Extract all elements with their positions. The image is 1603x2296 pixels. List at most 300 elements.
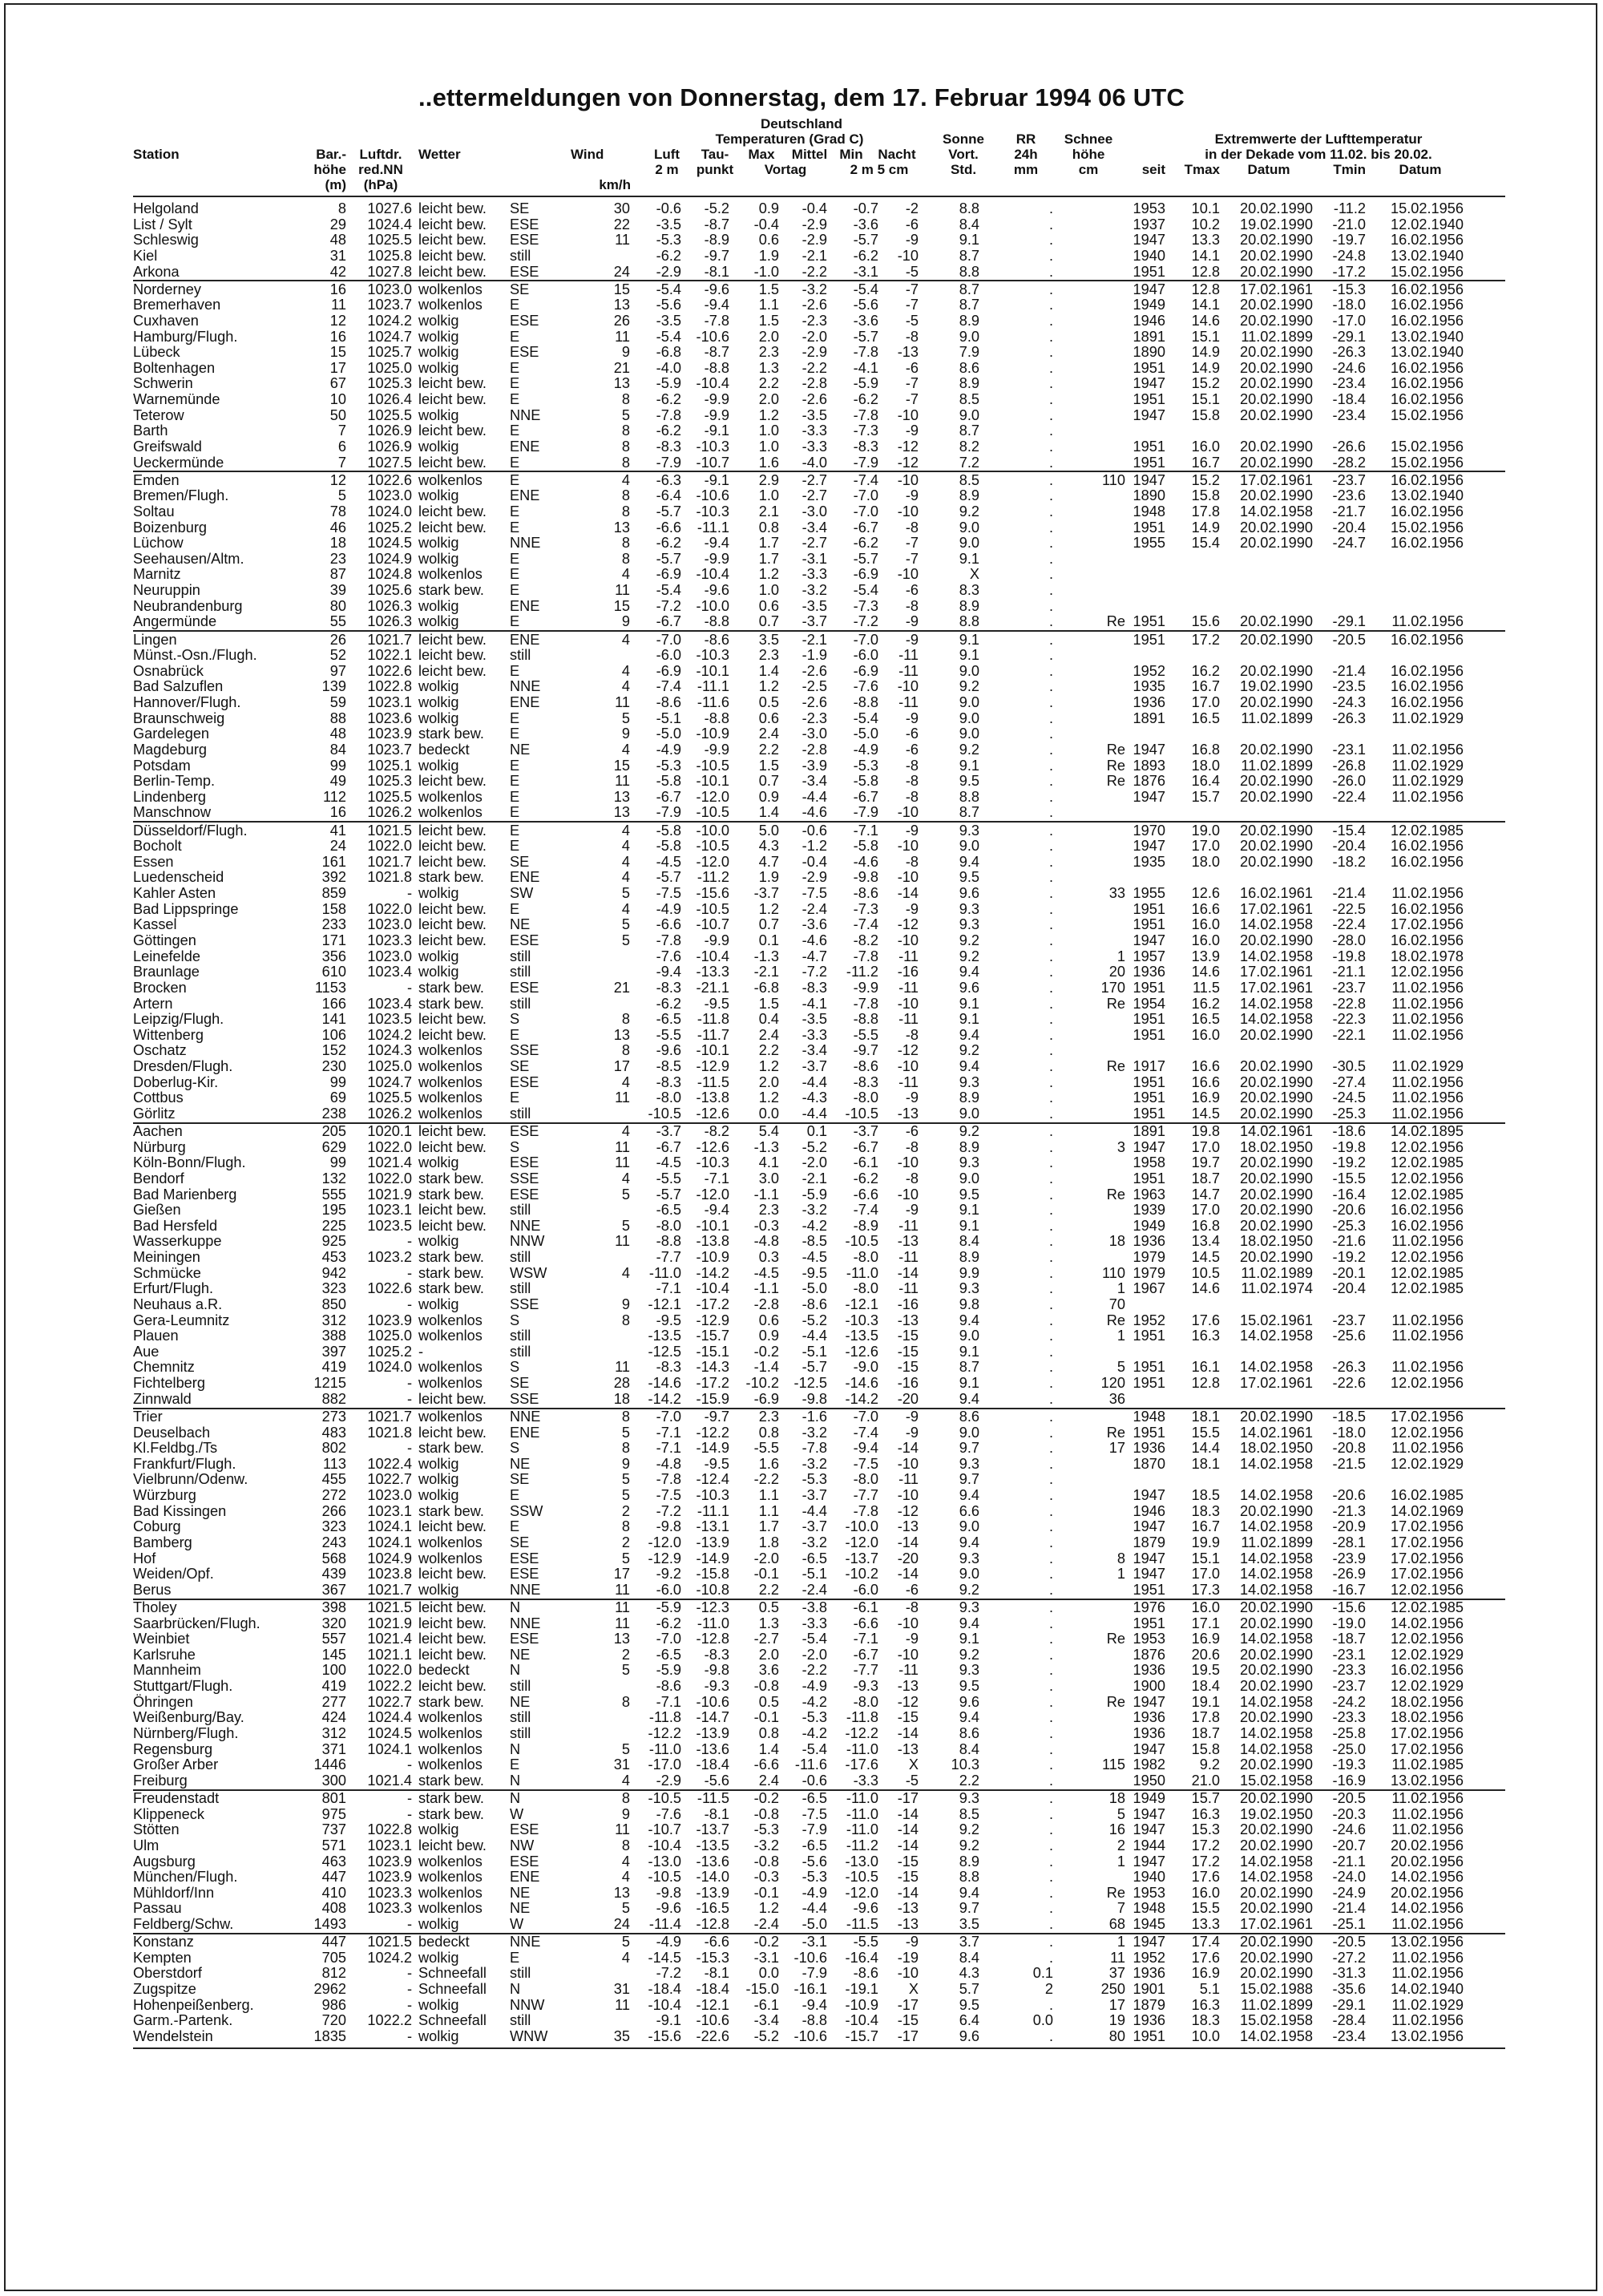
- cell-station: Essen: [133, 853, 174, 870]
- cell-ext-tmin: -22.6: [1332, 1375, 1366, 1392]
- hdr-t-tau: Tau-: [701, 147, 729, 162]
- cell-weather: leicht bew.: [418, 1424, 487, 1441]
- cell-temp-air: -3.5: [656, 216, 681, 232]
- cell-ext-since: 1936: [1133, 964, 1165, 980]
- cell-sun-hours: 9.0: [959, 1328, 979, 1344]
- cell-wind-speed: 5: [621, 1662, 630, 1679]
- cell-temp-min: -8.6: [853, 885, 878, 902]
- cell-temp-min: -15.7: [845, 2027, 878, 2044]
- cell-temp-min: -3.3: [853, 1772, 878, 1789]
- cell-ext-tmin-date: 17.02.1956: [1390, 1550, 1464, 1566]
- cell-ext-tmin: -18.4: [1332, 391, 1366, 408]
- cell-temp-max: 1.6: [758, 1455, 779, 1472]
- cell-rain-24h: .: [1048, 471, 1053, 488]
- cell-temp-min: -11.0: [846, 1740, 878, 1757]
- cell-weather: leicht bew.: [418, 1615, 487, 1631]
- cell-ext-tmax: 16.0: [1191, 916, 1220, 933]
- cell-weather: wolkenlos: [418, 1709, 483, 1726]
- cell-wind-speed: 8: [621, 1011, 630, 1028]
- cell-temp-dew: -11.1: [697, 678, 729, 695]
- cell-temp-air: -6.5: [656, 1011, 681, 1028]
- cell-sun-hours: 9.3: [959, 1550, 979, 1566]
- cell-pressure: 1023.1: [367, 694, 412, 711]
- table-row: [133, 742, 1505, 757]
- cell-sun-hours: 8.7: [959, 422, 979, 439]
- cell-temp-max: -6.1: [753, 1996, 779, 2013]
- cell-sun-hours: 8.4: [959, 1949, 979, 1966]
- cell-station: Frankfurt/Flugh.: [133, 1455, 236, 1472]
- cell-ext-tmin: -29.1: [1332, 613, 1366, 630]
- cell-ext-tmin-date: 15.02.1956: [1390, 406, 1464, 423]
- cell-station: Göttingen: [133, 932, 196, 948]
- cell-wind-dir: ENE: [510, 631, 540, 648]
- cell-ext-since: 1951: [1133, 1011, 1165, 1028]
- cell-ext-tmin-date: 17.02.1956: [1390, 1534, 1464, 1550]
- cell-weather: stark bew.: [418, 869, 484, 886]
- cell-ext-since: 1936: [1133, 1440, 1165, 1457]
- cell-temp-max: 1.5: [758, 995, 779, 1012]
- cell-wind-dir: S: [510, 1359, 520, 1376]
- cell-ext-since: 1936: [1133, 1965, 1165, 1982]
- hdr-luft1: Luftdr.: [359, 147, 402, 162]
- cell-ext-tmin: -22.3: [1332, 1011, 1366, 1028]
- cell-sun-hours: 9.3: [959, 1073, 979, 1090]
- cell-pressure: 1023.4: [367, 964, 412, 980]
- cell-temp-dew: -17.2: [696, 1296, 729, 1312]
- cell-temp-night: -9: [905, 1089, 919, 1106]
- cell-temp-night: -14: [897, 1884, 919, 1901]
- cell-temp-mean: -2.5: [802, 678, 827, 695]
- cell-pressure: 1025.7: [367, 344, 412, 361]
- cell-ext-tmax-date: 11.02.1899: [1241, 1996, 1313, 2013]
- cell-temp-mean: -4.7: [802, 948, 827, 964]
- table-row: [133, 1998, 1505, 2012]
- cell-temp-night: -10: [897, 1615, 919, 1631]
- cell-snow-depth: Re: [1106, 757, 1125, 774]
- cell-temp-dew: -10.4: [696, 375, 729, 392]
- cell-wind-speed: 15: [613, 281, 630, 297]
- cell-snow-depth: 110: [1102, 1264, 1125, 1281]
- cell-sun-hours: 9.5: [959, 1186, 979, 1203]
- cell-ext-since: 1951: [1133, 1170, 1165, 1186]
- cell-temp-air: -8.8: [656, 1233, 681, 1250]
- hdr-schnee2: höhe: [1072, 147, 1105, 162]
- cell-pressure: 1025.0: [367, 1058, 412, 1075]
- cell-temp-dew: -9.6: [704, 582, 729, 599]
- cell-temp-mean: -2.0: [802, 1154, 827, 1171]
- cell-wind-dir: SE: [510, 853, 530, 870]
- cell-temp-min: -7.5: [853, 1455, 878, 1472]
- cell-weather: stark bew.: [418, 1502, 484, 1519]
- cell-sun-hours: 9.6: [959, 1693, 979, 1710]
- cell-ext-tmax: 13.9: [1191, 948, 1220, 964]
- table-row: [133, 376, 1505, 390]
- cell-temp-max: 1.4: [758, 804, 779, 821]
- cell-ext-tmin-date: 17.02.1956: [1390, 916, 1464, 933]
- cell-ext-tmin: -22.5: [1332, 900, 1366, 917]
- cell-ext-since: 1951: [1133, 1328, 1165, 1344]
- cell-wind-dir: E: [510, 1949, 520, 1966]
- cell-ext-tmax-date: 14.02.1958: [1239, 1631, 1313, 1647]
- cell-temp-night: -15: [897, 1328, 919, 1344]
- cell-wind-dir: NE: [510, 1900, 531, 1917]
- cell-temp-night: -9: [905, 1631, 919, 1647]
- cell-temp-night: -8: [905, 519, 919, 536]
- cell-snow-depth: 18: [1108, 1790, 1125, 1806]
- cell-pressure: 1023.9: [367, 1312, 412, 1328]
- cell-temp-dew: -15.1: [696, 1343, 729, 1360]
- cell-ext-since: 1947: [1133, 1487, 1165, 1504]
- cell-temp-night: -10: [897, 932, 919, 948]
- cell-station: Brocken: [133, 979, 187, 996]
- cell-ext-tmin-date: 13.02.1940: [1390, 328, 1464, 345]
- cell-pressure: 1024.9: [367, 1550, 412, 1566]
- cell-pressure: 1023.3: [367, 1884, 412, 1901]
- cell-temp-min: -9.0: [853, 1359, 878, 1376]
- cell-ext-tmax: 15.8: [1191, 487, 1220, 504]
- table-row: [133, 964, 1505, 979]
- cell-temp-min: -5.0: [853, 726, 878, 742]
- cell-wind-speed: 5: [621, 1487, 630, 1504]
- cell-sun-hours: 8.7: [959, 1359, 979, 1376]
- cell-wind-speed: 4: [621, 853, 630, 870]
- cell-temp-mean: -1.6: [802, 1408, 827, 1425]
- cell-sun-hours: 9.2: [959, 1042, 979, 1059]
- table-row: [133, 679, 1505, 693]
- cell-ext-tmin-date: 11.02.1956: [1391, 1805, 1464, 1822]
- cell-snow-depth: 170: [1100, 979, 1125, 996]
- cell-temp-night: -14: [897, 1724, 919, 1741]
- cell-temp-air: -6.2: [656, 247, 681, 264]
- cell-ext-tmax-date: 11.02.1899: [1241, 328, 1313, 345]
- cell-temp-min: -6.2: [853, 535, 878, 552]
- cell-temp-max: -0.1: [753, 1884, 779, 1901]
- cell-baro-height: 720: [321, 2012, 346, 2029]
- cell-wind-dir: N: [510, 1772, 521, 1789]
- cell-temp-dew: -8.1: [704, 263, 729, 280]
- table-row: [133, 455, 1505, 470]
- cell-temp-min: -7.8: [853, 948, 878, 964]
- cell-temp-min: -8.0: [853, 1249, 878, 1266]
- cell-wind-speed: 8: [621, 1042, 630, 1059]
- cell-rain-24h: .: [1048, 312, 1053, 329]
- cell-sun-hours: 8.9: [959, 375, 979, 392]
- cell-temp-min: -8.0: [853, 1693, 878, 1710]
- cell-station: Chemnitz: [133, 1359, 195, 1376]
- cell-temp-mean: -4.0: [802, 454, 827, 471]
- cell-weather: leicht bew.: [418, 631, 487, 648]
- cell-temp-dew: -8.9: [704, 232, 729, 249]
- cell-ext-tmin: -18.0: [1332, 297, 1366, 313]
- cell-wind-dir: still: [510, 2012, 531, 2029]
- cell-station: Cottbus: [133, 1089, 184, 1106]
- cell-ext-tmax-date: 20.02.1990: [1239, 1026, 1313, 1043]
- cell-temp-min: -10.5: [845, 1233, 878, 1250]
- cell-temp-min: -10.5: [845, 1105, 878, 1122]
- cell-wind-dir: NNE: [510, 678, 541, 695]
- cell-station: Cuxhaven: [133, 312, 199, 329]
- cell-pressure: -: [406, 1756, 412, 1773]
- cell-weather: leicht bew.: [418, 1631, 487, 1647]
- cell-temp-max: -3.7: [753, 885, 779, 902]
- cell-temp-air: -5.4: [656, 281, 681, 297]
- cell-weather: wolkig: [418, 1233, 459, 1250]
- cell-temp-mean: -3.1: [802, 1934, 827, 1950]
- cell-ext-tmax: 17.6: [1191, 1869, 1220, 1886]
- cell-temp-min: -7.1: [853, 1631, 878, 1647]
- cell-wind-speed: 11: [615, 1599, 630, 1615]
- table-row: [133, 1472, 1505, 1486]
- cell-temp-max: 0.5: [758, 1599, 779, 1615]
- cell-sun-hours: 8.9: [959, 1089, 979, 1106]
- cell-baro-height: 87: [329, 566, 346, 583]
- cell-ext-since: 1952: [1133, 662, 1165, 679]
- cell-temp-mean: -2.7: [802, 471, 827, 488]
- cell-wind-dir: E: [510, 773, 520, 790]
- cell-pressure: 1026.9: [367, 438, 412, 455]
- cell-sun-hours: 9.1: [959, 232, 979, 249]
- cell-weather: wolkig: [418, 312, 459, 329]
- hdr-t-punkt: punkt: [696, 162, 734, 177]
- cell-baro-height: 52: [329, 647, 346, 664]
- cell-ext-tmax-date: 20.02.1990: [1239, 297, 1313, 313]
- cell-ext-since: 1936: [1133, 1662, 1165, 1679]
- hdr-sonne1: Sonne: [943, 131, 984, 147]
- cell-baro-height: 46: [329, 519, 346, 536]
- cell-temp-min: -5.6: [853, 297, 878, 313]
- cell-temp-dew: -10.1: [696, 662, 729, 679]
- cell-ext-tmax-date: 14.02.1961: [1239, 1424, 1313, 1441]
- hdr-kmh: km/h: [599, 177, 631, 192]
- cell-ext-tmax-date: 20.02.1990: [1239, 454, 1313, 471]
- cell-rain-24h: .: [1048, 1249, 1053, 1266]
- cell-rain-24h: .: [1048, 1566, 1053, 1583]
- cell-station: Trier: [133, 1408, 163, 1425]
- cell-station: Potsdam: [133, 757, 191, 774]
- cell-temp-night: -13: [897, 1916, 919, 1933]
- cell-pressure: 1024.1: [367, 1518, 412, 1535]
- cell-temp-min: -6.2: [853, 247, 878, 264]
- cell-rain-24h: .: [1048, 1026, 1053, 1043]
- cell-ext-since: 1951: [1133, 916, 1165, 933]
- table-row: [133, 1854, 1505, 1869]
- cell-temp-max: -2.8: [753, 1296, 779, 1312]
- cell-baro-height: 26: [329, 631, 346, 648]
- cell-temp-air: -5.7: [656, 503, 681, 519]
- cell-station: Bad Hersfeld: [133, 1217, 218, 1234]
- cell-wind-dir: S: [510, 1011, 520, 1028]
- cell-sun-hours: 9.3: [959, 1154, 979, 1171]
- cell-temp-dew: -12.2: [696, 1424, 729, 1441]
- cell-temp-max: 2.3: [758, 1202, 779, 1219]
- table-row: [133, 1219, 1505, 1233]
- cell-sun-hours: 8.8: [959, 1869, 979, 1886]
- cell-temp-min: -0.7: [853, 200, 878, 216]
- cell-temp-min: -6.7: [853, 519, 878, 536]
- cell-temp-dew: -15.7: [696, 1328, 729, 1344]
- cell-temp-air: -4.8: [656, 1455, 681, 1472]
- cell-rain-24h: .: [1048, 566, 1053, 583]
- cell-weather: wolkig: [418, 597, 459, 614]
- cell-ext-tmax: 9.2: [1199, 1756, 1220, 1773]
- cell-ext-tmin-date: 12.02.1985: [1390, 1280, 1464, 1297]
- cell-temp-max: 0.6: [758, 597, 779, 614]
- cell-wind-speed: 24: [613, 1916, 630, 1933]
- cell-temp-max: 0.0: [758, 1965, 779, 1982]
- cell-ext-tmax: 15.1: [1191, 391, 1220, 408]
- cell-wind-speed: 31: [613, 1756, 630, 1773]
- cell-temp-dew: -9.9: [704, 406, 729, 423]
- cell-temp-min: -11.0: [846, 1790, 878, 1806]
- cell-ext-tmin: -23.7: [1332, 471, 1366, 488]
- cell-baro-height: 11: [331, 297, 346, 313]
- cell-temp-min: -17.6: [845, 1756, 878, 1773]
- table-row: [133, 1250, 1505, 1264]
- cell-rain-24h: .: [1048, 1678, 1053, 1695]
- cell-pressure: 1025.5: [367, 232, 412, 249]
- cell-temp-mean: -2.1: [802, 1170, 827, 1186]
- cell-temp-min: -9.6: [853, 1900, 878, 1917]
- cell-temp-max: -3.2: [753, 1837, 779, 1853]
- cell-baro-height: 1835: [313, 2027, 346, 2044]
- cell-temp-night: -10: [897, 503, 919, 519]
- cell-baro-height: 424: [321, 1709, 346, 1726]
- cell-pressure: 1022.0: [367, 900, 412, 917]
- cell-ext-tmin-date: 11.02.1956: [1391, 1011, 1464, 1028]
- cell-temp-max: 1.7: [758, 550, 779, 567]
- cell-rain-24h: .: [1048, 1233, 1053, 1250]
- cell-temp-max: 0.8: [758, 1424, 779, 1441]
- cell-pressure: 1021.9: [367, 1615, 412, 1631]
- cell-sun-hours: 9.5: [959, 1678, 979, 1695]
- cell-snow-depth: Re: [1106, 1884, 1125, 1901]
- cell-station: Leipzig/Flugh.: [133, 1011, 224, 1028]
- cell-sun-hours: 8.9: [959, 1138, 979, 1155]
- cell-temp-max: -1.1: [753, 1186, 779, 1203]
- cell-ext-tmin-date: 12.02.1985: [1390, 822, 1464, 839]
- cell-pressure: 1025.0: [367, 359, 412, 376]
- cell-temp-dew: -13.8: [696, 1233, 729, 1250]
- cell-pressure: -: [406, 1233, 412, 1250]
- cell-temp-dew: -8.7: [704, 344, 729, 361]
- cell-ext-tmax-date: 20.02.1990: [1239, 1202, 1313, 1219]
- cell-temp-air: -7.9: [656, 454, 681, 471]
- cell-temp-air: -6.7: [656, 613, 681, 630]
- cell-ext-tmin-date: 16.02.1956: [1390, 503, 1464, 519]
- cell-snow-depth: 5: [1116, 1359, 1125, 1376]
- cell-baro-height: 18: [329, 535, 346, 552]
- cell-temp-dew: -8.2: [704, 1123, 729, 1140]
- cell-ext-tmax: 17.0: [1191, 1138, 1220, 1155]
- cell-temp-air: -11.0: [648, 1740, 681, 1757]
- cell-temp-max: 1.4: [758, 662, 779, 679]
- cell-rain-24h: .: [1048, 1011, 1053, 1028]
- cell-rain-24h: .: [1048, 1058, 1053, 1075]
- cell-ext-tmax: 15.8: [1191, 1740, 1220, 1757]
- cell-wind-dir: E: [510, 297, 520, 313]
- cell-ext-tmin: -20.5: [1332, 1934, 1366, 1950]
- cell-ext-tmin-date: 12.02.1929: [1390, 1678, 1464, 1695]
- cell-weather: leicht bew.: [418, 200, 487, 216]
- cell-weather: leicht bew.: [418, 247, 487, 264]
- cell-ext-tmin: -20.7: [1332, 1837, 1366, 1853]
- cell-temp-min: -7.9: [853, 804, 878, 821]
- cell-weather: stark bew.: [418, 1805, 484, 1822]
- cell-ext-tmin: -20.6: [1332, 1202, 1366, 1219]
- cell-ext-tmin: -26.6: [1332, 438, 1366, 455]
- cell-ext-tmin: -20.3: [1332, 1805, 1366, 1822]
- cell-pressure: 1021.8: [367, 1424, 412, 1441]
- cell-ext-tmin-date: 12.02.1956: [1390, 1375, 1464, 1392]
- cell-temp-air: -10.5: [648, 1869, 681, 1886]
- cell-baro-height: 42: [329, 263, 346, 280]
- cell-rain-24h: .: [1048, 838, 1053, 855]
- cell-ext-tmax-date: 20.02.1990: [1239, 773, 1313, 790]
- cell-baro-height: 12: [329, 471, 346, 488]
- cell-ext-tmax: 17.6: [1191, 1312, 1220, 1328]
- cell-temp-mean: -3.1: [802, 550, 827, 567]
- cell-temp-air: -7.6: [656, 948, 681, 964]
- cell-wind-speed: 2: [621, 1534, 630, 1550]
- cell-ext-tmax-date: 14.02.1958: [1239, 1853, 1313, 1870]
- cell-wind-speed: 13: [613, 297, 630, 313]
- cell-ext-since: 1951: [1133, 900, 1165, 917]
- table-row: [133, 917, 1505, 932]
- cell-temp-air: -7.4: [656, 678, 681, 695]
- cell-ext-tmin: -25.3: [1332, 1105, 1366, 1122]
- cell-weather: wolkig: [418, 535, 459, 552]
- cell-temp-night: -11: [898, 1011, 919, 1028]
- cell-temp-max: -2.7: [753, 1631, 779, 1647]
- cell-ext-tmax-date: 17.02.1961: [1239, 281, 1313, 297]
- cell-temp-mean: -5.4: [802, 1740, 827, 1757]
- cell-temp-night: -7: [905, 375, 919, 392]
- cell-weather: wolkenlos: [418, 1105, 483, 1122]
- cell-temp-air: -12.2: [648, 1724, 681, 1741]
- cell-temp-night: -17: [897, 1790, 919, 1806]
- cell-wind-dir: SE: [510, 1471, 530, 1488]
- cell-sun-hours: 9.1: [959, 1202, 979, 1219]
- cell-wind-dir: NNE: [510, 1615, 541, 1631]
- cell-rain-24h: .: [1048, 1518, 1053, 1535]
- cell-wind-dir: still: [510, 1678, 531, 1695]
- cell-temp-dew: -10.1: [696, 1217, 729, 1234]
- cell-ext-tmax-date: 16.02.1961: [1239, 885, 1313, 902]
- cell-weather: wolkig: [418, 757, 459, 774]
- cell-pressure: 1024.5: [367, 1724, 412, 1741]
- cell-sun-hours: 9.0: [959, 519, 979, 536]
- cell-station: Kahler Asten: [133, 885, 216, 902]
- cell-wind-speed: 2: [621, 1502, 630, 1519]
- cell-temp-dew: -12.3: [696, 1599, 729, 1615]
- cell-snow-depth: 250: [1100, 1981, 1125, 1998]
- table-row: [133, 1822, 1505, 1837]
- table-row: [133, 1488, 1505, 1502]
- cell-wind-speed: 5: [621, 885, 630, 902]
- cell-temp-night: -7: [905, 550, 919, 567]
- cell-temp-max: 1.1: [758, 1502, 779, 1519]
- hdr-tmax: Tmax: [1184, 162, 1220, 177]
- cell-baro-height: 161: [321, 853, 346, 870]
- table-row: [133, 1376, 1505, 1390]
- cell-temp-mean: -2.7: [802, 487, 827, 504]
- cell-pressure: 1022.0: [367, 1170, 412, 1186]
- cell-rain-24h: .: [1048, 948, 1053, 964]
- cell-temp-dew: -9.8: [704, 1662, 729, 1679]
- cell-temp-night: X: [908, 1981, 919, 1998]
- cell-temp-max: -1.4: [753, 1359, 779, 1376]
- cell-ext-tmax: 13.3: [1191, 232, 1220, 249]
